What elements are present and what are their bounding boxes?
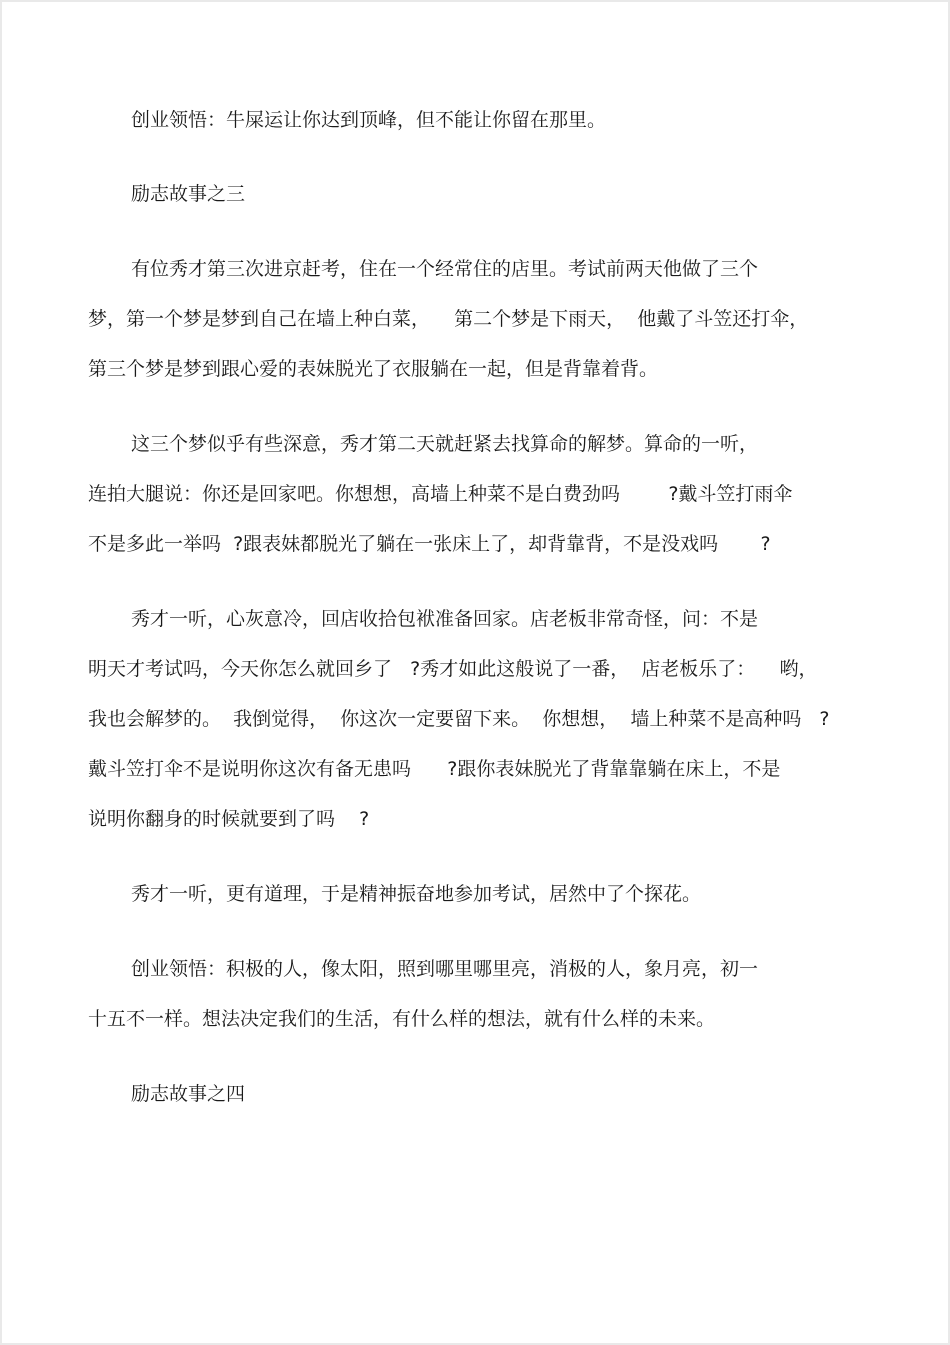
paragraph-innkeeper-line-2: 明天才考试吗，今天你怎么就回乡了 ?秀才如此这般说了一番， 店老板乐了： 哟， bbox=[88, 658, 818, 680]
paragraph-fortune-line-1: 这三个梦似乎有些深意，秀才第二天就赶紧去找算命的解梦。算命的一听， bbox=[131, 433, 759, 455]
paragraph-result-line-1: 秀才一听，更有道理，于是精神振奋地参加考试，居然中了个探花。 bbox=[131, 883, 702, 905]
paragraph-story-line-1: 有位秀才第三次进京赶考，住在一个经常住的店里。考试前两天他做了三个 bbox=[131, 258, 759, 280]
paragraph-fortune-line-3: 不是多此一举吗 ?跟表妹都脱光了躺在一张床上了，却背靠背，不是没戏吗 ? bbox=[88, 533, 771, 555]
paragraph-story-line-3: 第三个梦是梦到跟心爱的表妹脱光了衣服躺在一起，但是背靠着背。 bbox=[88, 358, 659, 380]
document-page bbox=[2, 2, 948, 1343]
paragraph-innkeeper-line-3: 我也会解梦的。 我倒觉得， 你这次一定要留下来。 你想想， 墙上种菜不是高种吗 ? bbox=[88, 708, 830, 730]
story-heading-three: 励志故事之三 bbox=[131, 183, 246, 205]
paragraph-insight-line-1: 创业领悟：牛屎运让你达到顶峰，但不能让你留在那里。 bbox=[131, 109, 607, 131]
paragraph-insight2-line-2: 十五不一样。想法决定我们的生活，有什么样的想法，就有什么样的未来。 bbox=[88, 1008, 716, 1030]
paragraph-innkeeper-line-5: 说明你翻身的时候就要到了吗 ? bbox=[88, 808, 370, 830]
paragraph-insight2-line-1: 创业领悟：积极的人，像太阳，照到哪里哪里亮，消极的人，象月亮，初一 bbox=[131, 958, 759, 980]
paragraph-innkeeper-line-4: 戴斗笠打伞不是说明你这次有备无患吗 ?跟你表妹脱光了背靠靠躺在床上，不是 bbox=[88, 758, 781, 780]
paragraph-fortune-line-2: 连拍大腿说：你还是回家吧。你想想，高墙上种菜不是白费劲吗 ?戴斗笠打雨伞 bbox=[88, 483, 793, 505]
paragraph-innkeeper-line-1: 秀才一听，心灰意冷，回店收拾包袱准备回家。店老板非常奇怪，问：不是 bbox=[131, 608, 759, 630]
paragraph-story-line-2: 梦，第一个梦是梦到自己在墙上种白菜， 第二个梦是下雨天， 他戴了斗笠还打伞， bbox=[88, 308, 809, 330]
story-heading-four: 励志故事之四 bbox=[131, 1083, 246, 1105]
